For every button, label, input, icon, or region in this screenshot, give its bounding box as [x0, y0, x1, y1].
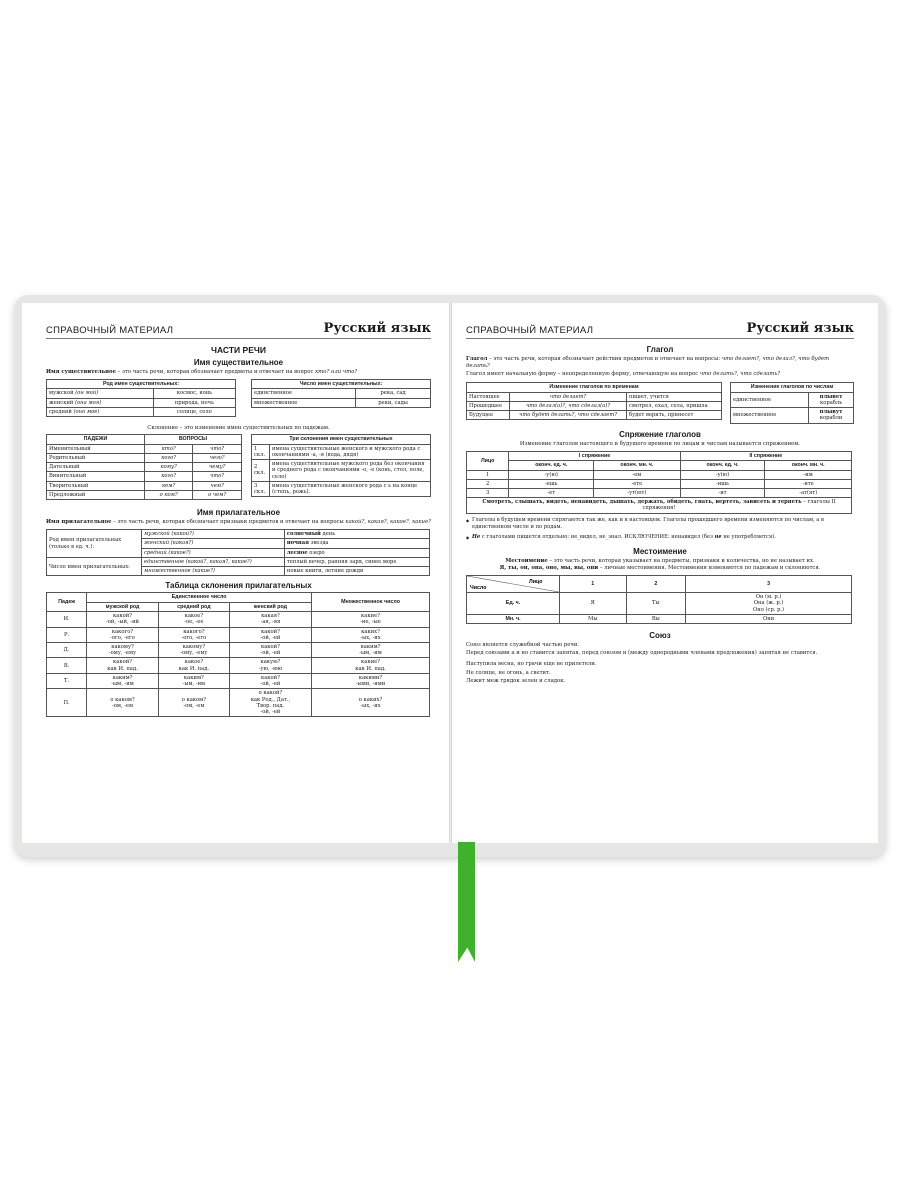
adjective-definition: Имя прилагательное – это часть речи, которая обозначает признаки предметов и отвечает на вопросы какой?, какая?, какое?, какие?: [46, 519, 431, 526]
verb-infinitive: Глагол имеет начальную форму – неопределенную форму, отвечающую на вопрос что делать?, что сделать?: [466, 371, 781, 378]
adjective-declension-table: Падеж Единственное число Множественное число мужской род средний род женский род И. какой? -ой, -ый, -ий какое? -ое, -ее какая? -ая, -яя какие? -ие, -ые Р. какого? -ого, -его какого? -ого, -его какой? -ой, -ей каких? -ых, -их Д. какому? -ому, -ему какому? -ому, -ему какой? -ой, -ей каким? -ым, -им В. какой? как И. пад. какое? как И. пад. какую? -ую, -юю какие? как И. пад. Т. каким? -ым, -им каким? -ым, -им какой? -ой, -ей какими? -ыми, -ими П. о каком? -ом, -ем о каком? -ом, -ем о какой? как Род., Дат., Твор. пад. -ой, -ей о каких? -ых, -их: [46, 592, 430, 717]
section-label: СПРАВОЧНЫЙ МАТЕРИАЛ: [46, 325, 174, 336]
table-row: И. какой? -ой, -ый, -ий какое? -ое, -ее какая? -ая, -яя какие? -ие, -ые: [47, 612, 430, 627]
page-header-right: [466, 321, 854, 339]
table-row: 2 -ешь -ете -ишь -ите: [467, 479, 852, 488]
bullet-future-tense: ◆ Глаголы в будущем времени спрягаются так же, как и в настоящем. Глаголы прошедшего времени изменяются по числам, а в единственном числе и по родам.: [466, 517, 854, 531]
noun-number-table: Число имен существительных: единственное река, сад множественное реки, сады: [251, 379, 431, 408]
union-example-3: Лежит меж грядок зелен и сладок.: [466, 677, 566, 684]
table-row: Р. какого? -ого, -его какого? -ого, -его какой? -ой, -ей каких? -ых, -их: [47, 627, 430, 642]
verb-number-table: Изменение глаголов по числам единственное плывет корабль множественное плывут корабли: [730, 382, 854, 423]
declension-note: Склонение – это изменение имен существительных по падежам.: [147, 425, 330, 432]
noun-heading: Имя существительное: [193, 358, 284, 367]
pronoun-table: Число Лицо 1 2 3 Ед. ч. Я Ты Он (м. р.) Она (ж. р.) Оно (ср. р.) Мн. ч. Мы Вы Они: [466, 575, 852, 624]
union-line-1: Союз является служебной частью речи.: [466, 642, 580, 649]
conjugation-heading: Спряжение глаголов: [619, 429, 701, 439]
page-title: ЧАСТИ РЕЧИ: [211, 345, 266, 355]
left-page: [22, 303, 449, 843]
union-heading: Союз: [649, 631, 671, 641]
table-row: Д. какому? -ому, -ему какому? -ому, -ему какой? -ой, -ей каким? -ым, -им: [47, 643, 430, 658]
tense-table: Изменение глаголов по временам Настоящее что делает? пишет, учится Прошедшее что делал(а)?, что сделал(а)? смотрел, ехал, села, пришла Будущее что будет делать?, что сделает? будет верить, принесет: [466, 382, 722, 420]
table-row: 3 -ет -ут(ют) -ит -ат(ят): [467, 489, 852, 498]
bookmark-ribbon[interactable]: [458, 842, 475, 962]
union-example-1: Наступила весна, но грачи еще не прилетели.: [466, 661, 597, 668]
union-line-2: Перед союзами а и но ставится запятая, перед союзом и (между однородными членами предложения) запятая не ставится.: [466, 650, 818, 657]
table-row: 1 -у(ю) -ем -у(ю) -им: [467, 470, 852, 479]
noun-definition: Имя существительное – это часть речи, которая обозначает предметы и отвечает на вопрос кто? или что?: [46, 369, 358, 375]
adjective-declension-heading: Таблица склонения прилагательных: [165, 581, 312, 591]
adjective-heading: Имя прилагательное: [196, 508, 281, 518]
table-row: В. какой? как И. пад. какое? как И. пад. какую? -ую, -юю какие? как И. пад.: [47, 658, 430, 673]
diagonal-header: [467, 576, 559, 592]
subject-title: Русский язык: [323, 321, 431, 336]
table-row: Т. каким? -ым, -им каким? -ым, -им какой? -ой, -ей какими? -ыми, -ими: [47, 673, 430, 688]
page-header: [46, 321, 431, 339]
bullet-ne-rule: ◆ Не с глаголами пишется отдельно: не_видел, не_знал. ИСКЛЮЧЕНИЕ: ненавидел (без не не употребляется).: [466, 534, 854, 541]
conjugation-desc: Изменение глаголов настоящего и будущего времени по лицам и числам называется спряжением.: [519, 440, 801, 447]
section-label-right: СПРАВОЧНЫЙ МАТЕРИАЛ: [466, 325, 594, 336]
svg-text:Лицо: Лицо: [529, 579, 543, 586]
adjective-table: Род имен прилагательных (только в ед. ч.): мужской (какой?) солнечный день женский (какая?) ночная звезда средний (какое?) лесное озеро Число имен прилагательных: единственное (какой?, какая?, какое?) теплый вечер, ранняя заря, синее море множественное (какие?) новые книги, летние дожди: [46, 529, 430, 576]
cases-table: ПАДЕЖИ ВОПРОСЫ Именительный кто? что? Родительный кого? чего? Дательный кому? чему? Винительный кого? что? Творительный кем? чем? Предложный о ком? о чем?: [46, 434, 242, 500]
right-page: [452, 303, 878, 843]
union-example-2: Не солнце, не огонь, а светит.: [466, 669, 551, 676]
subject-title-right: Русский язык: [746, 321, 854, 336]
verb-definition: Глагол – это часть речи, которая обозначает действия предметов и отвечает на вопросы: что делает?, что делал?, что будет делать?: [466, 356, 830, 370]
conjugation-table: Лицо I спряжение II спряжение оконч. ед. ч. оконч. мн. ч. оконч. ед. ч. оконч. мн. ч. 1 -у(ю) -ем -у(ю) -им 2 -ешь -ете -ишь -ите 3 -ет -ут(ют) -ит -ат(ят) Смотреть, слышать, видеть, ненавидеть, дышать, держать, обидеть, гнать, вертеть, зависеть и терпеть – глаголы II спряжения!: [466, 451, 852, 514]
three-declensions-table: Три склонения имен существительных 1 скл. имена существительные женского и мужского рода с окончаниями -а, -я (вода, дядя) 2 скл. имена существительные мужского рода без окончания и среднего рода с окончаниями -о, -е (конь, стол, поле, село) 3 скл. имена существительные женского рода с ь на конце (степь, рожь).: [251, 434, 431, 497]
pronoun-definition: Местоимение – это часть речи, которая указывает на предметы, признаки и количества, но не называет их. Я, ты, он, она, оно, мы, вы, они – личные местоимения. Местоимения изменяются по падежам и склоняются.: [499, 557, 821, 571]
svg-text:Число: Число: [470, 585, 487, 592]
verb-heading: Глагол: [646, 345, 674, 354]
gender-table: Род имен существительных: мужской (он мой) космос, конь женский (она моя) природа, ночь средний (оно мое) солнце, село: [46, 379, 236, 417]
pronoun-heading: Местоимение: [633, 546, 687, 556]
table-row: П. о каком? -ом, -ем о каком? -ом, -ем о какой? как Род., Дат., Твор. пад. -ой, -ей о каких? -ых, -их: [47, 689, 430, 717]
